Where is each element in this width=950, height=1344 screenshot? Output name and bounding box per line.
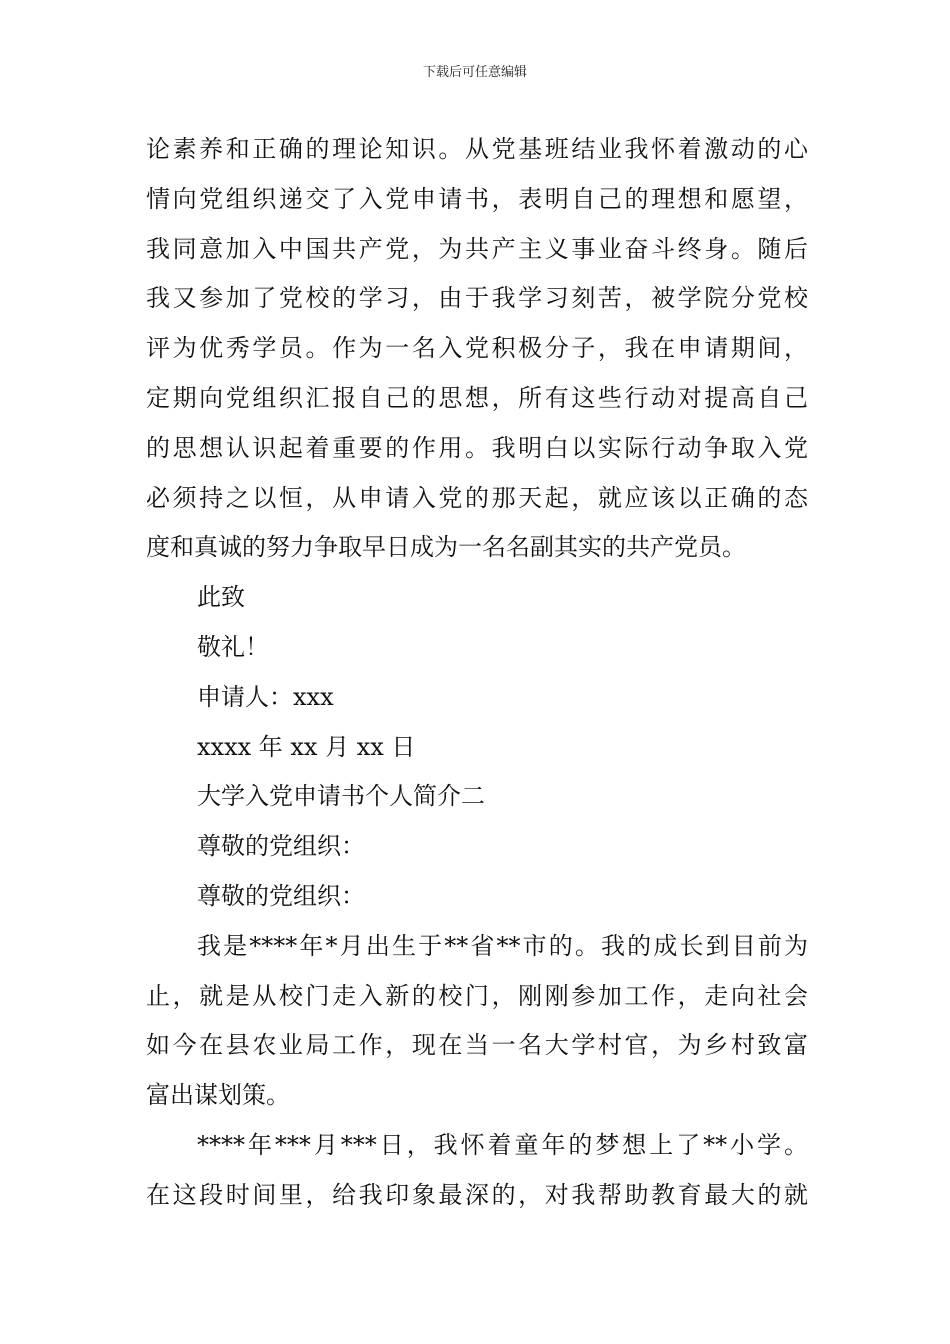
applicant-signature: 申请人：xxx [197,682,334,711]
text-line: 在这段时间里，给我印象最深的，对我帮助教育最大的就 [146,1180,808,1209]
page-header: 下载后可任意编辑 [422,65,527,80]
text-line: 我是****年*月出生于**省**市的。我的成长到目前为 [197,931,808,960]
text-line: 如今在县农业局工作，现在当一名大学村官，为乡村致富 [146,1031,808,1060]
text-line: 富出谋划策。 [146,1081,290,1110]
greeting: 尊敬的党组织： [197,881,365,910]
text-line: ****年***月***日，我怀着童年的梦想上了**小学。 [197,1130,808,1159]
text-line: 止，就是从校门走入新的校门，刚刚参加工作，走向社会 [146,981,808,1010]
text-line: 我又参加了党校的学习，由于我学习刻苦，被学院分党校 [146,284,808,313]
text-line: 评为优秀学员。作为一名入党积极分子，我在申请期间， [146,334,808,363]
text-line: 的思想认识起着重要的作用。我明白以实际行动争取入党 [146,433,808,462]
closing-regards: 敬礼！ [197,632,269,661]
closing-salutation: 此致 [197,583,245,612]
text-line: 度和真诚的努力争取早日成为一名名副其实的共产党员。 [146,533,746,562]
document-body [146,125,808,1221]
text-line: 情向党组织递交了入党申请书，表明自己的理想和愿望， [146,184,808,213]
greeting: 尊敬的党组织： [197,832,365,861]
signature-date: xxxx 年 xx 月 xx 日 [197,732,416,761]
text-line: 我同意加入中国共产党，为共产主义事业奋斗终身。随后 [146,234,808,263]
section-title: 大学入党申请书个人简介二 [197,782,485,811]
text-line: 定期向党组织汇报自己的思想，所有这些行动对提高自己 [146,383,808,412]
text-line: 必须持之以恒，从申请入党的那天起，就应该以正确的态 [146,483,808,512]
text-line: 论素养和正确的理论知识。从党基班结业我怀着激动的心 [146,135,808,163]
